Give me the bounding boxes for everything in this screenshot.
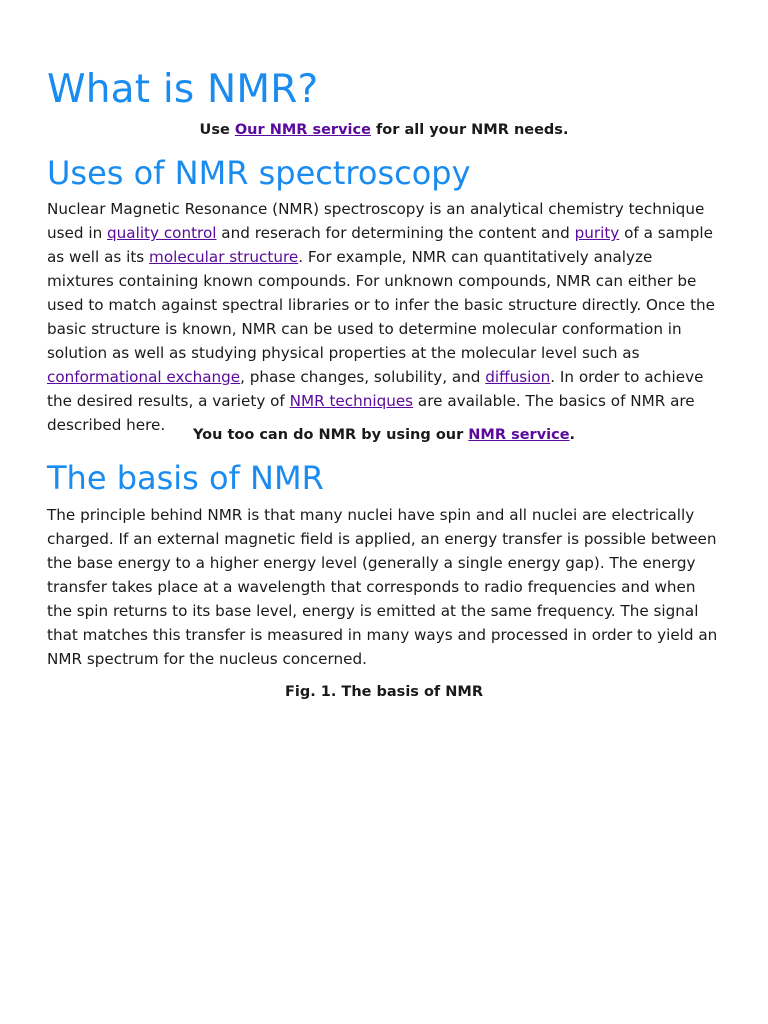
uses-text-5: , phase changes, solubility, and <box>240 368 486 386</box>
basis-paragraph: The principle behind NMR is that many nuclei have spin and all nuclei are electrically charged. If an external magnetic field is applied, an energy transfer is possible between the base energy to a higher energy level (generally a single energy gap). The energy transfer takes place at a wavelength that corresponds to radio frequencies and when the spin returns to its base level, energy is emitted at the same frequency. The signal that matches this transfer is measured in many ways and processed in order to yield an NMR spectrum for the nucleus concerned. <box>47 506 718 668</box>
service-note-after: for all your NMR needs. <box>370 122 569 138</box>
conformational-exchange-link[interactable]: conformational exchange <box>47 368 241 386</box>
nmr-service-link[interactable]: NMR service <box>468 427 570 443</box>
uses-text-3: of a sample as well as its <box>47 224 713 266</box>
uses-paragraph <box>47 197 723 437</box>
diffusion-link[interactable]: diffusion <box>485 368 551 386</box>
our-nmr-service-link[interactable]: Our NMR service <box>234 122 371 138</box>
uses-heading: Uses of NMR spectroscopy <box>47 154 471 192</box>
cta-note <box>47 423 721 447</box>
basis-heading: The basis of NMR <box>47 459 324 497</box>
figure-caption: Fig. 1. The basis of NMR <box>284 684 484 700</box>
quality-control-link[interactable]: quality control <box>107 224 217 242</box>
service-note <box>47 118 721 142</box>
nmr-techniques-link[interactable]: NMR techniques <box>289 392 414 410</box>
purity-link[interactable]: purity <box>574 224 620 242</box>
uses-text-4: . For example, NMR can quantitatively analyze mixtures containing known compounds. For unknown compounds, NMR can either be used to match against spectral libraries or to infer the basic structure directly. Once the basic structure is known, NMR can be used to determine molecular conformation in solution as well as studying physical properties at the molecular level such as <box>47 248 716 362</box>
cta-before: You too can do NMR by using our <box>192 427 469 443</box>
cta-after: . <box>569 427 576 443</box>
uses-text-7: are available. The basics of NMR are described here. <box>47 392 695 434</box>
molecular-structure-link[interactable]: molecular structure <box>149 248 299 266</box>
service-note-before: Use <box>199 122 235 138</box>
uses-text-1: Nuclear Magnetic Resonance (NMR) spectroscopy is an analytical chemistry technique used in <box>47 200 705 242</box>
page-title: What is NMR? <box>47 67 319 112</box>
uses-text-2: and reserach for determining the content and <box>216 224 575 242</box>
uses-text-6: . In order to achieve the desired results, a variety of <box>47 368 704 410</box>
